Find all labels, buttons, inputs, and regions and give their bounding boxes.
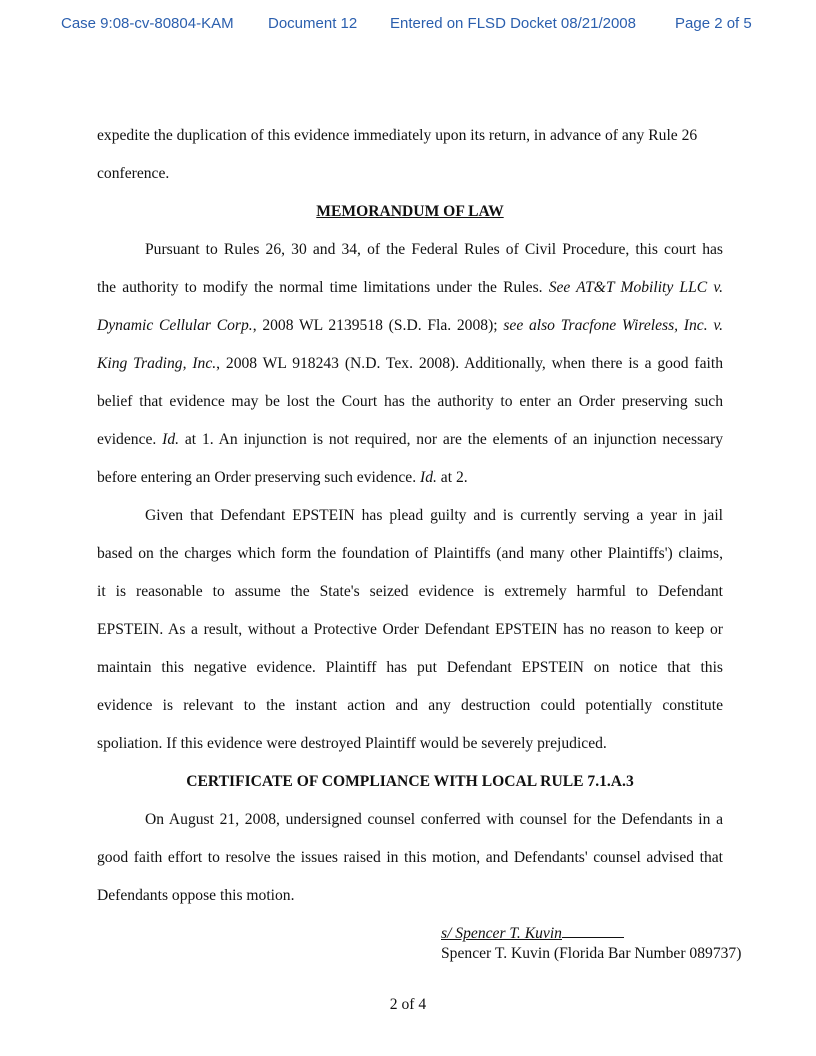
document-number: Document 12 (268, 15, 358, 32)
paragraph-line: based on the charges which form the foundation of Plaintiffs (and many other Plaintiffs') claims, (97, 545, 723, 562)
paragraph-line: good faith effort to resolve the issues raised in this motion, and Defendants' counsel advised that (97, 849, 723, 866)
text: at 1. An injunction is not required, nor are the elements of an injunction necessary (184, 431, 723, 448)
paragraph-line (97, 355, 723, 373)
paragraph-line (97, 431, 723, 449)
electronic-signature: s/ Spencer T. Kuvin (441, 925, 562, 942)
docket-entry-date: Entered on FLSD Docket 08/21/2008 (390, 15, 636, 32)
citation: See AT&T Mobility LLC v. (548, 279, 723, 296)
paragraph-line: spoliation. If this evidence were destroyed Plaintiff would be severely prejudiced. (97, 735, 607, 752)
citation: see also Tracfone Wireless, Inc. v. (503, 317, 723, 334)
text: before entering an Order preserving such evidence. (97, 469, 417, 486)
text: , 2008 WL 918243 (N.D. Tex. 2008). Additionally, when there is a good faith (216, 355, 723, 372)
text: the authority to modify the normal time limitations under the Rules. (97, 279, 543, 296)
paragraph-line: evidence is relevant to the instant action and any destruction could potentially constitute (97, 697, 723, 714)
text: at 2. (440, 469, 468, 486)
paragraph-line: Given that Defendant EPSTEIN has plead guilty and is currently serving a year in jail (145, 507, 723, 524)
citation: Id. (420, 469, 437, 486)
signer-name: Spencer T. Kuvin (Florida Bar Number 089737) (441, 945, 742, 962)
case-number: Case 9:08-cv-80804-KAM (61, 15, 234, 32)
paragraph-line (97, 279, 723, 297)
continuation-line: conference. (97, 165, 170, 182)
page-indicator: Page 2 of 5 (675, 15, 752, 32)
text: evidence. (97, 431, 157, 448)
paragraph-line: belief that evidence may be lost the Court has the authority to enter an Order preserving such (97, 393, 723, 410)
signature-underline (562, 937, 624, 938)
memorandum-heading (97, 203, 723, 221)
certificate-heading: CERTIFICATE OF COMPLIANCE WITH LOCAL RULE 7.1.A.3 (186, 773, 634, 790)
paragraph-line (97, 317, 723, 335)
paragraph-line: Pursuant to Rules 26, 30 and 34, of the Federal Rules of Civil Procedure, this court has (145, 241, 723, 258)
citation: Id. (162, 431, 180, 448)
paragraph-line: On August 21, 2008, undersigned counsel conferred with counsel for the Defendants in a (145, 811, 723, 828)
paragraph-line (97, 469, 468, 487)
citation: Dynamic Cellular Corp. (97, 317, 253, 334)
page-footer: 2 of 4 (389, 996, 427, 1013)
paragraph-line: EPSTEIN. As a result, without a Protective Order Defendant EPSTEIN has no reason to keep or (97, 621, 723, 638)
continuation-line: expedite the duplication of this evidence immediately upon its return, in advance of any Rule 26 (97, 127, 698, 144)
paragraph-line: it is reasonable to assume the State's seized evidence is extremely harmful to Defendant (97, 583, 723, 600)
paragraph-line: maintain this negative evidence. Plaintiff has put Defendant EPSTEIN on notice that this (97, 659, 723, 676)
memorandum-heading-text: MEMORANDUM OF LAW (316, 203, 504, 220)
signature-line (441, 925, 624, 943)
paragraph-line: Defendants oppose this motion. (97, 887, 295, 904)
citation: King Trading, Inc. (97, 355, 217, 372)
text: , 2008 WL 2139518 (S.D. Fla. 2008); (252, 317, 498, 334)
